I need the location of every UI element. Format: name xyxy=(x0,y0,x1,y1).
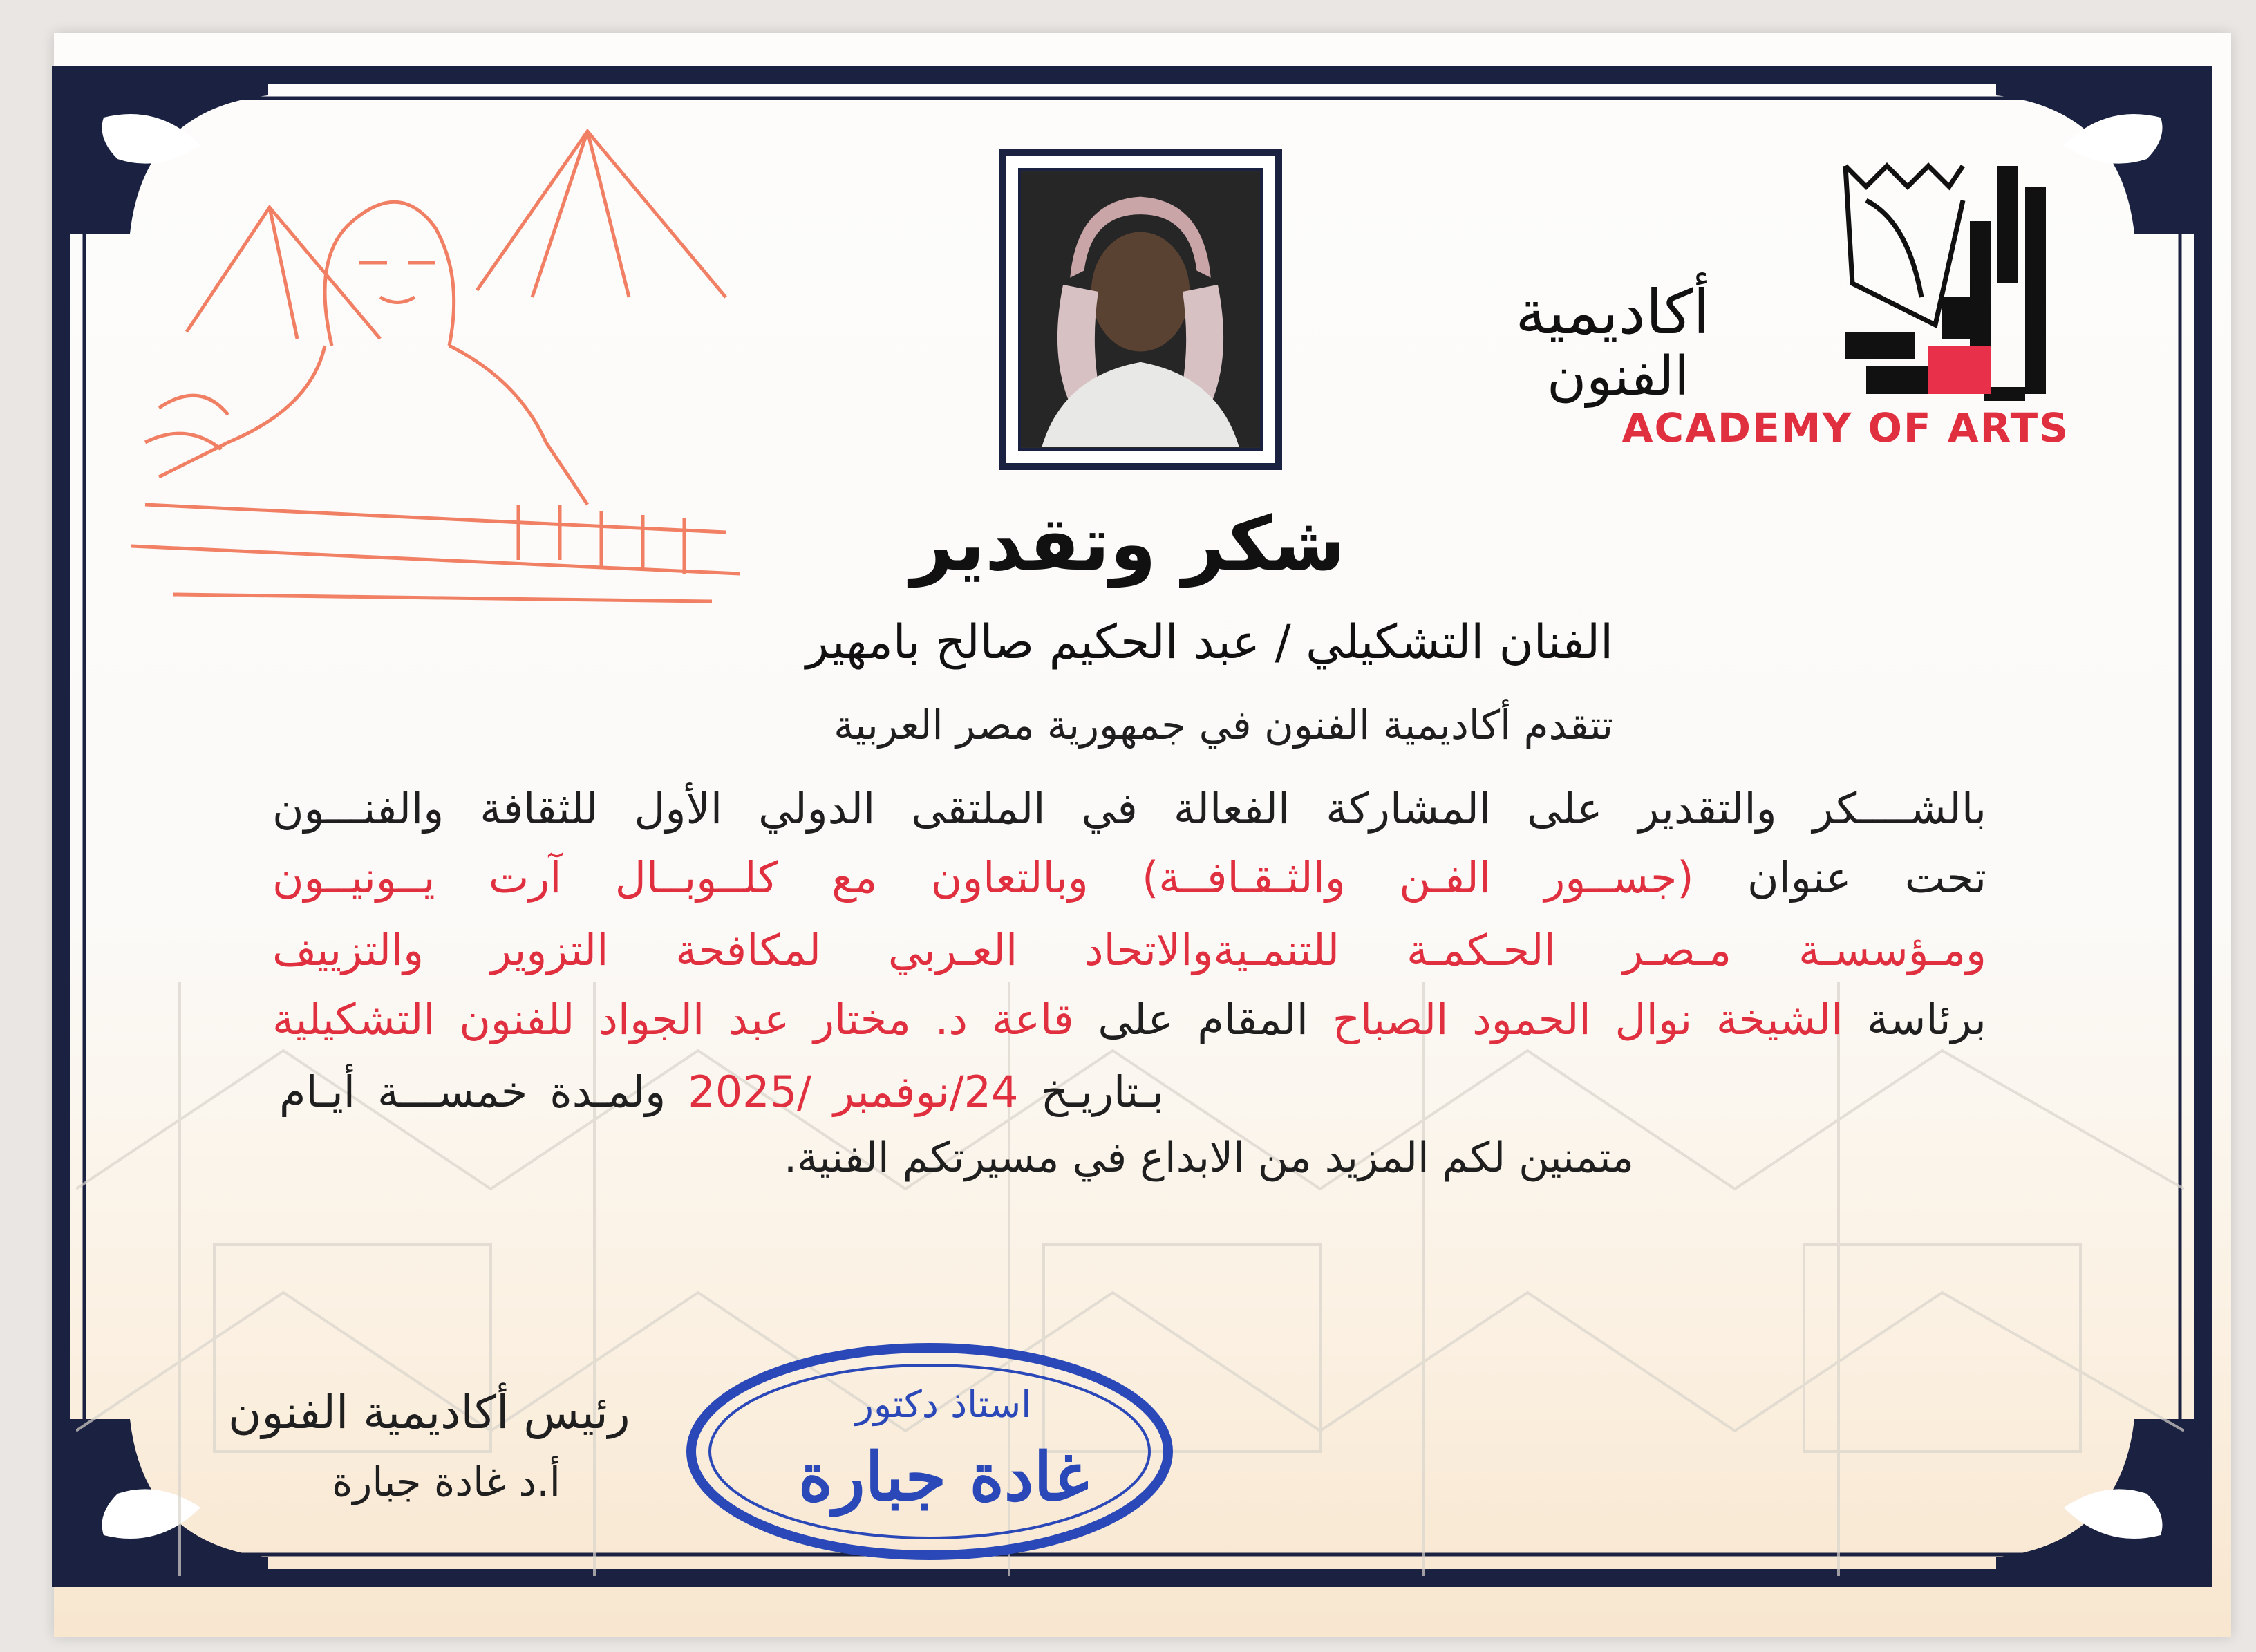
date-label: بـتاريـخ xyxy=(1040,1067,1165,1117)
body-line-3: بالشــــكر والتقدير على المشاركة الفعالة في الملتقى الدولي الأول للثقافة والفنـــون xyxy=(272,783,1986,834)
logo-arabic-line1: أكاديمية xyxy=(1515,276,1710,348)
venue-name: قاعة د. مختار عبد الجواد للفنون التشكيلية xyxy=(272,994,1074,1044)
certificate-title: شكر وتقدير xyxy=(910,501,1346,588)
sphinx-head xyxy=(325,202,454,346)
patron-name: الشيخة نوال الحمود الصباح xyxy=(1332,994,1843,1044)
body-line-6-c: المقام على xyxy=(1098,994,1308,1044)
artist-line: الفنان التشكيلي / عبد الحكيم صالح بامهير xyxy=(806,615,1613,670)
pyramid-large xyxy=(477,131,726,297)
body-line-4-a: تحت عنوان xyxy=(1747,852,1987,903)
closing-line: متمنين لكم المزيد من الابداع في مسيرتكم الفنية. xyxy=(783,1134,1634,1182)
body-line-7 xyxy=(279,1061,1164,1123)
partner-global-art-union: وبالتعاون مع كلــوبــال آرت يــونيــون xyxy=(272,852,1089,903)
signatory-name: أ.د غادة جبارة xyxy=(332,1458,561,1505)
person-silhouette xyxy=(1021,171,1260,448)
body-line-6-a: برئاسة xyxy=(1867,994,1986,1044)
logo-arabic-line2: الفنون xyxy=(1546,346,1689,408)
sphinx-body xyxy=(159,346,588,505)
stamp-line1: استاذ دكتور xyxy=(855,1382,1032,1426)
body-line-4 xyxy=(272,847,1986,909)
portrait-frame xyxy=(999,149,1282,470)
academy-logo-mark xyxy=(1825,159,2067,415)
body-line-6 xyxy=(272,988,1986,1051)
body-line-5-partners: ومـؤسسـة مـصـر الحـكمـة للتنمـيةوالاتحاد العـربي لمكافحة التزوير والتزييف xyxy=(272,925,1986,975)
duration-text: ولمـدة خمســـة أيـام xyxy=(279,1067,666,1117)
event-date: 24/نوفمبر /2025 xyxy=(688,1067,1019,1117)
event-title: (جســور الفـن والثـقـافــة) xyxy=(1142,852,1694,903)
stamp-line2: غادة جبارة xyxy=(798,1438,1089,1516)
official-stamp xyxy=(677,1337,1182,1566)
presenter-line: تتقدم أكاديمية الفنون في جمهورية مصر العربية xyxy=(834,702,1613,749)
logo-english-text: ACADEMY OF ARTS xyxy=(1622,404,2069,451)
portrait-photo xyxy=(1018,168,1263,451)
signatory-title: رئيس أكاديمية الفنون xyxy=(228,1386,630,1439)
logo-red-square xyxy=(1928,346,1991,394)
